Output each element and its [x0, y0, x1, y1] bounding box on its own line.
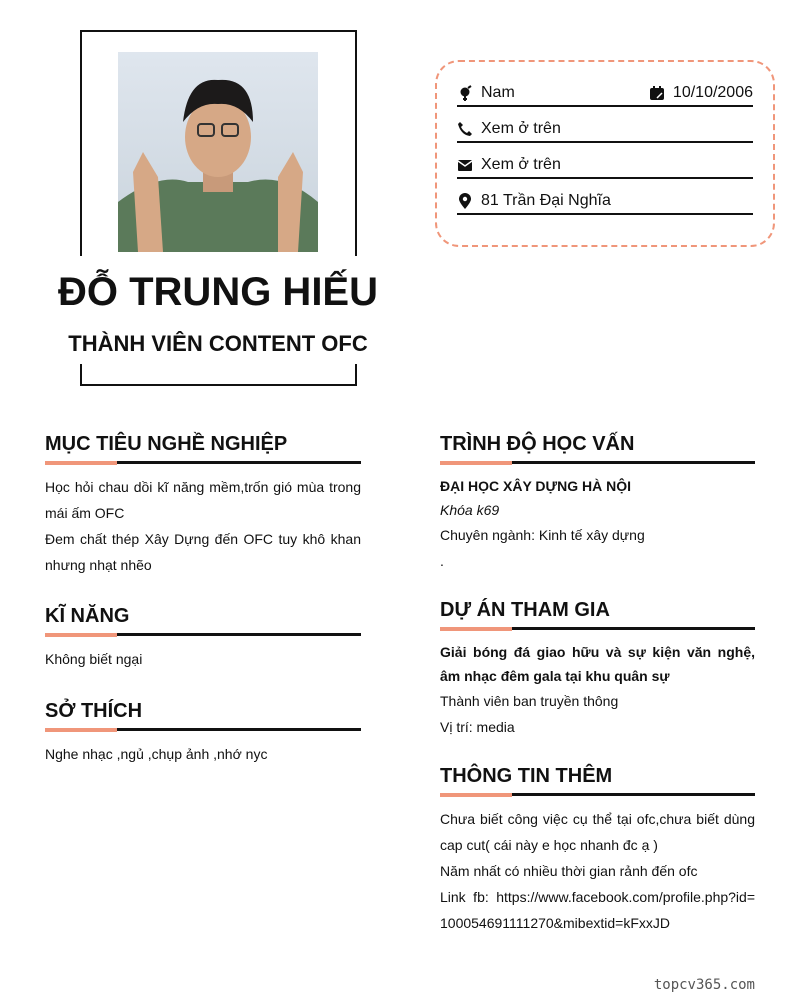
section-title: MỤC TIÊU NGHỀ NGHIỆP [45, 433, 288, 455]
contact-row-gender-dob [457, 81, 753, 107]
section-title: THÔNG TIN THÊM [440, 765, 613, 787]
school-name: ĐẠI HỌC XÂY DỰNG HÀ NỘI [440, 478, 632, 494]
gender-value: Nam [481, 84, 515, 101]
section-title: TRÌNH ĐỘ HỌC VẤN [440, 433, 635, 455]
contact-row-email [457, 153, 753, 179]
extra-line: Chưa biết công việc cụ thể tại ofc,chưa biết dùng cap cut( cái này e học nhanh đc ạ ) [440, 811, 755, 853]
envelope-icon [457, 157, 473, 173]
section-hobbies [45, 700, 361, 767]
extra-line: Năm nhất có nhiều thời gian rảnh đến ofc [440, 863, 698, 879]
location-pin-icon [457, 193, 473, 209]
section-title: DỰ ÁN THAM GIA [440, 599, 610, 621]
watermark: topcv365.com [653, 977, 755, 993]
objective-line: Học hỏi chau dồi kĩ năng mềm,trốn gió mùa trong mái ấm OFC [45, 479, 361, 521]
frame-bracket [80, 364, 357, 386]
contact-row-address [457, 189, 753, 215]
section-skills [45, 605, 361, 672]
section-education [440, 433, 755, 574]
project-name: Giải bóng đá giao hữu và sự kiện văn nghệ, âm nhạc đêm gala tại khu quân sự [440, 644, 755, 684]
email-value: Xem ở trên [481, 156, 561, 173]
education-note: . [440, 553, 444, 569]
skills-text: Không biết ngại [45, 651, 143, 667]
contact-row-phone [457, 117, 753, 143]
major: Chuyên ngành: Kinh tế xây dựng [440, 527, 645, 543]
dob-value: 10/10/2006 [672, 84, 753, 101]
section-title: SỞ THÍCH [45, 700, 143, 722]
phone-value: Xem ở trên [481, 120, 561, 137]
facebook-link[interactable]: Link fb: https://www.facebook.com/profile.php?id=100054691111270&mibextid=kFxxJD [440, 889, 755, 931]
gender-icon [457, 85, 473, 101]
profile-photo [118, 52, 318, 252]
candidate-name: ĐỖ TRUNG HIẾU [0, 270, 436, 315]
calendar-icon [649, 85, 665, 101]
objective-line: Đem chất thép Xây Dựng đến OFC tuy khô khan nhưng nhạt nhẽo [45, 531, 361, 573]
section-objective [45, 433, 361, 578]
project-position: Vị trí: media [440, 719, 515, 735]
phone-icon [457, 121, 473, 137]
course: Khóa k69 [440, 502, 500, 518]
hobbies-text: Nghe nhạc ,ngủ ,chụp ảnh ,nhớ nyc [45, 746, 268, 762]
section-title: KĨ NĂNG [45, 605, 130, 627]
section-projects [440, 599, 755, 740]
candidate-role: THÀNH VIÊN CONTENT OFC [68, 331, 368, 356]
address-value: 81 Trần Đại Nghĩa [481, 192, 611, 209]
project-role: Thành viên ban truyền thông [440, 693, 619, 709]
section-extra [440, 765, 755, 936]
